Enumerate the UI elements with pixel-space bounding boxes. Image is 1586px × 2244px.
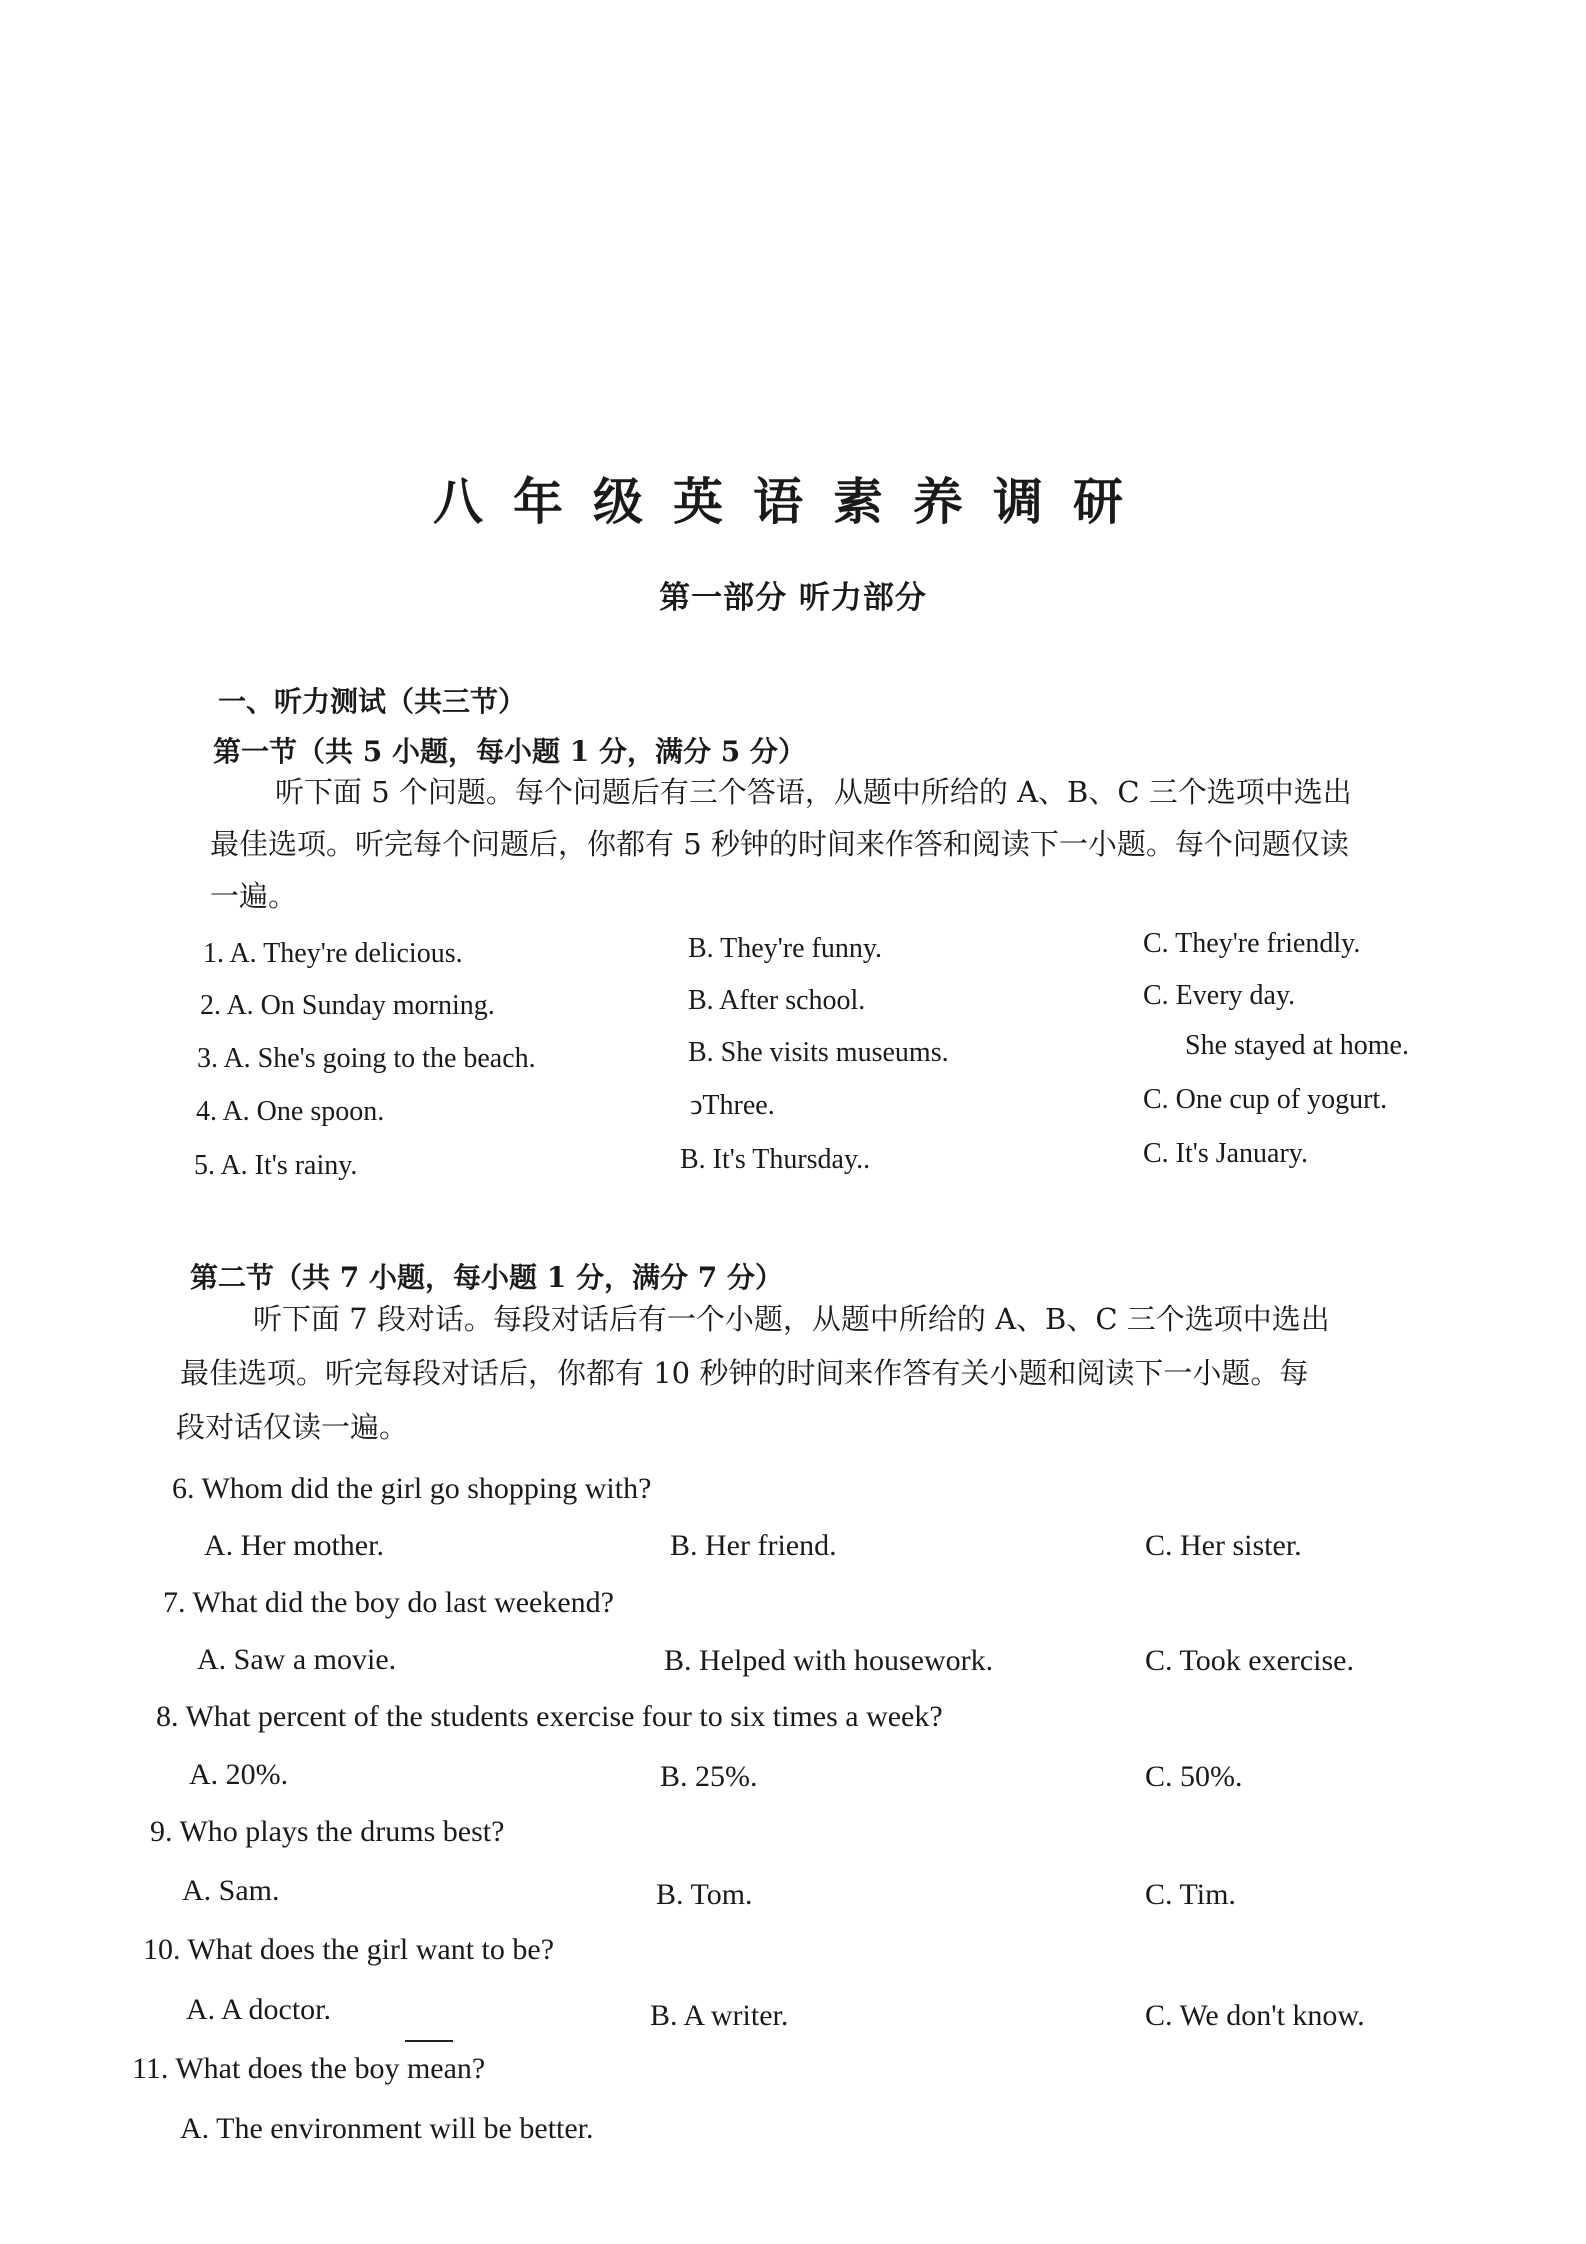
page-title: 八年级英语素养调研: [433, 472, 1153, 531]
q8-option-b: B. 25%.: [660, 1760, 758, 1793]
q6-question: 6. Whom did the girl go shopping with?: [172, 1472, 652, 1505]
section1-heading: 第一节（共 5 小题，每小题 1 分，满分 5 分）: [213, 735, 806, 768]
q9-option-c: C. Tim.: [1145, 1878, 1236, 1911]
section2-instruction-2: 最佳选项。听完每段对话后，你都有 10 秒钟的时间来作答有关小题和阅读下一小题。每: [180, 1356, 1309, 1390]
section-header: 一、听力测试（共三节）: [218, 685, 527, 718]
q5-option-b: B. It's Thursday..: [680, 1144, 871, 1175]
q6-option-b: B. Her friend.: [670, 1529, 837, 1562]
q1-option-a: 1. A. They're delicious.: [203, 938, 463, 969]
q11-option-a: A. The environment will be better.: [180, 2112, 594, 2145]
q3-option-a: 3. A. She's going to the beach.: [197, 1043, 536, 1074]
q1-option-b: B. They're funny.: [688, 933, 883, 964]
section2-heading: 第二节（共 7 小题，每小题 1 分，满分 7 分）: [190, 1261, 783, 1294]
section1-instruction-1: 听下面 5 个问题。每个问题后有三个答语，从题中所给的 A、B、C 三个选项中选出: [275, 775, 1352, 809]
q10-option-a: A. A doctor.: [186, 1993, 332, 2026]
q9-question: 9. Who plays the drums best?: [150, 1815, 505, 1848]
q8-option-c: C. 50%.: [1145, 1760, 1243, 1793]
q7-option-b: B. Helped with housework.: [664, 1644, 994, 1677]
q10-question: 10. What does the girl want to be?: [143, 1933, 555, 1966]
q4-option-a: 4. A. One spoon.: [196, 1096, 385, 1127]
q2-option-c: C. Every day.: [1143, 980, 1296, 1011]
section1-instruction-2: 最佳选项。听完每个问题后，你都有 5 秒钟的时间来作答和阅读下一小题。每个问题仅读: [210, 827, 1349, 861]
q5-option-c: C. It's January.: [1143, 1138, 1308, 1169]
section2-instruction-1: 听下面 7 段对话。每段对话后有一个小题，从题中所给的 A、B、C 三个选项中选出: [253, 1302, 1330, 1336]
q11-question: 11. What does the boy mean?: [132, 2052, 486, 2085]
q7-option-a: A. Saw a movie.: [197, 1643, 397, 1676]
q4-option-b: ↄThree.: [690, 1090, 775, 1121]
q10-option-c: C. We don't know.: [1145, 1999, 1365, 2032]
q5-option-a: 5. A. It's rainy.: [194, 1150, 358, 1181]
q7-option-c: C. Took exercise.: [1145, 1644, 1354, 1677]
q3-option-c: She stayed at home.: [1185, 1030, 1409, 1061]
q7-question: 7. What did the boy do last weekend?: [163, 1586, 614, 1619]
q6-option-c: C. Her sister.: [1145, 1529, 1302, 1562]
q8-question: 8. What percent of the students exercise four to six times a week?: [156, 1700, 943, 1733]
q8-option-a: A. 20%.: [189, 1758, 289, 1791]
part-title: 第一部分 听力部分: [659, 580, 927, 616]
q3-option-b: B. She visits museums.: [688, 1037, 949, 1068]
pen-mark: [405, 2040, 453, 2042]
q2-option-a: 2. A. On Sunday morning.: [200, 990, 495, 1021]
q4-option-c: C. One cup of yogurt.: [1143, 1084, 1388, 1115]
q10-option-b: B. A writer.: [650, 1999, 789, 2032]
q2-option-b: B. After school.: [688, 985, 866, 1016]
q6-option-a: A. Her mother.: [204, 1529, 384, 1562]
q1-option-c: C. They're friendly.: [1143, 928, 1361, 959]
section2-instruction-3: 段对话仅读一遍。: [176, 1410, 409, 1444]
q9-option-b: B. Tom.: [656, 1878, 753, 1911]
section1-instruction-3: 一遍。: [210, 879, 298, 913]
q9-option-a: A. Sam.: [182, 1874, 280, 1907]
